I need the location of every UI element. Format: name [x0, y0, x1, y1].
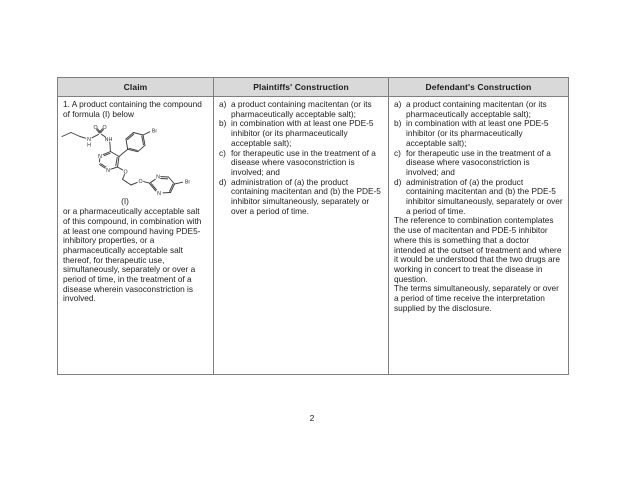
- cell-plaintiffs-construction: [214, 97, 389, 375]
- formula-number-label: (I): [121, 196, 129, 207]
- plaintiffs-item-d: [219, 178, 383, 217]
- svg-text:N: N: [106, 168, 110, 175]
- header-claim: Claim: [58, 78, 214, 97]
- defendants-item-d: [394, 178, 563, 217]
- svg-text:N: N: [87, 137, 91, 144]
- svg-text:Br: Br: [151, 128, 158, 135]
- item-label: a): [219, 99, 227, 109]
- plaintiffs-item-b: [219, 119, 383, 148]
- item-text: a product containing macitentan (or its pharmaceutically acceptable salt);: [406, 99, 547, 119]
- plaintiffs-item-a: [219, 100, 383, 119]
- svg-text:H: H: [87, 142, 91, 149]
- header-defendants-construction: Defendant's Construction: [389, 78, 569, 97]
- item-text: for therapeutic use in the treatment of a disease where vasoconstriction is involved; and: [231, 147, 376, 177]
- item-text: administration of (a) the product containing macitentan and (b) the PDE-5 inhibitor simultaneously, separately or over a period of time.: [406, 176, 563, 216]
- cell-defendants-construction: [389, 97, 569, 375]
- svg-text:O: O: [93, 125, 98, 132]
- svg-text:O: O: [138, 179, 143, 186]
- claim-construction-table: [57, 77, 569, 375]
- defendants-paragraph-combination: The reference to combination contemplates the use of macitentan and PDE-5 inhibitor where this is something that a doctor intended at the outset of treatment and where it would be understood that the two drugs are working in concert to treat the disease in question.: [394, 215, 562, 284]
- item-text: in combination with at least one PDE-5 inhibitor (or its pharmaceutically acceptable salt);: [406, 118, 549, 148]
- item-text: administration of (a) the product containing macitentan and (b) the PDE-5 inhibitor simultaneously, separately or over a period of time.: [231, 176, 381, 216]
- claim-intro-text: 1. A product containing the compound of formula (I) below: [63, 99, 202, 119]
- item-text: in combination with at least one PDE-5 inhibitor (or its pharmaceutically acceptable salt);: [231, 118, 374, 148]
- svg-text:Br: Br: [184, 179, 191, 186]
- table-body-row: [58, 97, 569, 375]
- item-label: b): [219, 118, 227, 129]
- plaintiffs-item-c: [219, 149, 383, 178]
- svg-text:NH: NH: [104, 137, 113, 144]
- defendants-item-a: [394, 100, 563, 119]
- defendants-paragraph-terms: The terms simultaneously, separately or over a period of time receive the interpretation supplied by the disclosure.: [394, 283, 559, 313]
- svg-text:O: O: [123, 169, 128, 176]
- table-header-row: [58, 78, 569, 97]
- svg-text:N: N: [98, 154, 102, 161]
- header-plaintiffs-construction: Plaintiffs' Construction: [214, 78, 389, 97]
- item-label: a): [394, 99, 402, 109]
- svg-text:O: O: [102, 125, 107, 132]
- svg-text:N: N: [156, 174, 160, 181]
- item-text: for therapeutic use in the treatment of a disease where vasoconstriction is involved; and: [406, 147, 551, 177]
- item-label: c): [219, 147, 226, 158]
- item-label: b): [394, 118, 402, 129]
- item-text: a product containing macitentan (or its pharmaceutically acceptable salt);: [231, 99, 372, 119]
- bond-lines: [62, 129, 183, 193]
- page-number: 2: [309, 413, 315, 423]
- svg-text:N: N: [157, 191, 161, 198]
- item-label: d): [219, 176, 227, 187]
- item-label: d): [394, 176, 402, 187]
- item-label: c): [394, 147, 401, 158]
- cell-claim: [58, 97, 214, 375]
- atom-labels: [87, 125, 190, 197]
- claim-body-text: or a pharmaceutically acceptable salt of this compound, in combination with at least one compound having PDE5-inhibitory properties, or a pharmaceutically acceptable salt thereof, for therapeutic use, simultaneously, separately or over a period of time, in the treatment of a disease wherein vasoconstriction is involved.: [63, 206, 202, 304]
- chemical-structure-formula-I: [57, 120, 195, 198]
- defendants-item-b: [394, 119, 563, 148]
- defendants-item-c: [394, 149, 563, 178]
